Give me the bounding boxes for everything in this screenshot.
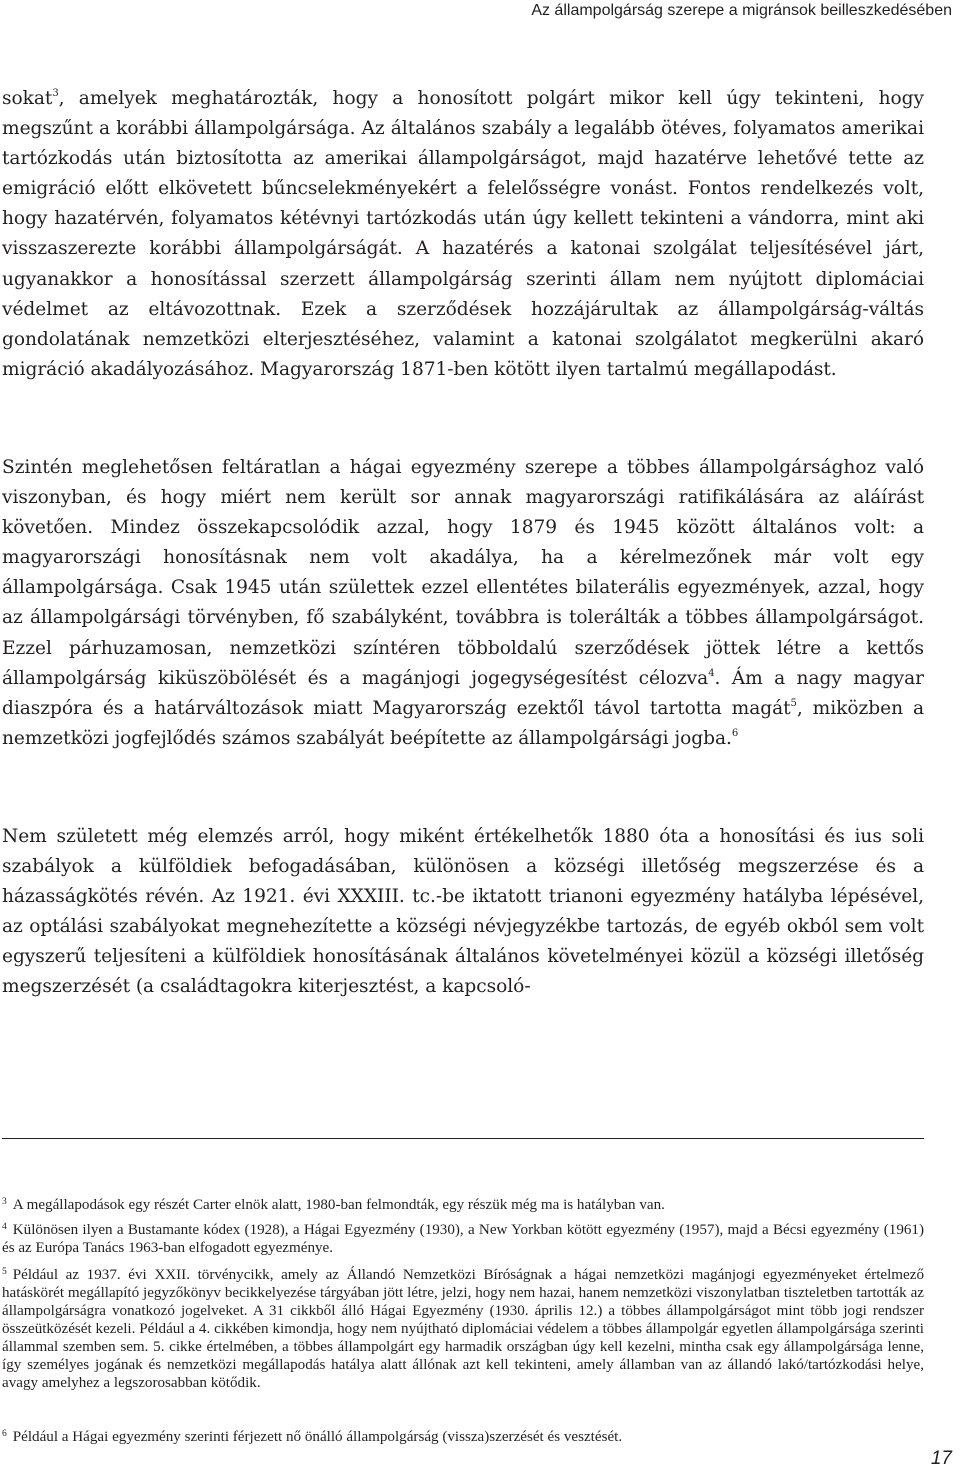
paragraph-text: Nem született még elemzés arról, hogy miként értékelhetők 1880 óta a honosítási és ius soli szabályok a külföldiek befogadásában, különösen a községi illetőség megszerzése és a házasságkötés révén. Az 1921. évi XXXIII. tc.-be iktatott trianoni egyezmény hatályba lépésével, az optálási szabályokat megnehezítette a községi névjegyzékbe tartozás, de egyéb okból sem volt egyszerű teljesíteni a külföldiek honosításának általános követelményei közül a községi illetőség megszerzését (a családtagokra kiterjesztést, a kapcsoló- [2,826,924,998]
footnote-5 [2,1266,924,1392]
footnote-text: Például az 1937. évi XXII. törvénycikk, amely az Állandó Nemzetközi Bíróságnak a hágai nemzetközi magánjogi egyezményeket értelmező hatáskörét megállapító jegyzőkönyv becikkelyezése tárgyában jött létre, jelzi, hogy nem hazai, hanem nemzetközi viszonylatban tiszteletben tartották az állampolgárságra vonatkozó jogelveket. A 31 cikkből álló Hágai Egyezmény (1930. április 12.) a többes állampolgárságot mint több jogi rendszer összeütközését kezeli. Például a 4. cikkében kimondja, hogy nem nyújtható diplomáciai védelem a többes állampolgár egyetlen állampolgársága szerinti állammal szemben sem. 5. cikke értelmében, a többes állampolgárt egy harmadik országban úgy kell kezelni, mintha csak egy állampolgársága lenne, így személyes jogának és nemzetközi megállapodás hatálya alatt állónak azt kell tekinteni, amely államban van az állandó lakó/tartózkodási helye, avagy amelyhez a legszorosabban kötődik. [2,1267,924,1391]
footnote-number: 6 [2,1429,7,1439]
footnote-number: 3 [2,1197,7,1207]
footnote-ref-3[interactable]: 3 [52,88,59,99]
footnote-number: 5 [2,1267,7,1277]
footnote-text: Különösen ilyen a Bustamante kódex (1928), a Hágai Egyezmény (1930), a New Yorkban kötött egyezmény (1957), majd a Bécsi egyezmény (1961) és az Európa Tanács 1963-ban elfogadott egyezménye. [2,1222,924,1256]
footnote-3 [2,1196,924,1214]
paragraph-text: , amelyek meghatározták, hogy a honosított polgárt mikor kell úgy tekinteni, hogy megszűnt a korábbi állampolgársága. Az általános szabály a legalább ötéves, folyamatos amerikai tartózkodás után biztosította az amerikai állampolgárságot, majd hazatérve lehetővé tette az emigráció előtt elkövetett bűncselekményekért a felelősségre vonást. Fontos rendelkezés volt, hogy hazatérvén, folyamatos kétévnyi tartózkodás után úgy kellett tekinteni a vándorra, mint aki visszaszerezte korábbi állampolgárságát. A hazatérés a katonai szolgálat teljesítésével járt, ugyanakkor a honosítással szerzett állampolgárság szerinti állam nem nyújtott diplomáciai védelmet az eltávozottnak. Ezek a szerződések hozzájárultak az állampolgárság-váltás gondolatának nemzetközi elterjesztéséhez, valamint a katonai szolgálatot megkerülni akaró migráció akadályozásához. Magyarország 1871-ben kötött ilyen tartalmú megállapodást. [2,88,924,380]
paragraph-text: . Ám a nagy magyar diaszpóra és a határváltozások miatt Magyarország ezektől távol tartotta magát [2,667,924,719]
paragraph-text: , miközben a nemzetközi jogfejlődés számos szabályát beépítette az állampolgársági jogba. [2,697,925,749]
footnote-ref-5[interactable]: 5 [790,697,797,709]
paragraph-text: sokat [2,88,53,109]
footnote-text: Például a Hágai egyezmény szerinti férjezett nő önálló állampolgárság (vissza)szerzését és vesztését. [12,1429,623,1445]
footnote-separator-rule [2,1138,924,1139]
footnote-number: 4 [2,1222,7,1232]
body-paragraph-1 [2,84,924,385]
paragraph-text: Szintén meglehetősen feltáratlan a hágai egyezmény szerepe a többes állampolgársághoz való viszonyban, és hogy miért nem került sor annak magyarországi ratifikálására az aláírást követően. Mindez összekapcsolódik azzal, hogy 1879 és 1945 között általános volt: a magyarországi honosításnak nem volt akadálya, ha a kérelmezőnek már volt egy állampolgársága. Csak 1945 után születtek ezzel ellentétes bilaterális egyezmények, azzal, hogy az állampolgársági törvényben, fő szabályként, továbbra is tolerálták a többes állampolgárságot. Ezzel párhuzamosan, nemzetközi színtéren többoldalú szerződések jöttek létre a kettős állampolgárság kiküszöbölését és a magánjogi jogegységesítést célozva [2,457,924,689]
footnote-text: A megállapodások egy részét Carter elnök alatt, 1980-ban felmondták, egy részük még ma is hatályban van. [12,1197,665,1213]
body-paragraph-2 [2,453,924,754]
footnote-6 [2,1428,924,1446]
footnote-ref-6[interactable]: 6 [731,727,739,739]
running-header-title: Az állampolgárság szerepe a migránsok beilleszkedésében [531,2,952,19]
page-number: 17 [930,1448,952,1469]
body-paragraph-3 [2,822,924,1003]
footnote-4 [2,1221,924,1257]
footnote-ref-4[interactable]: 4 [708,667,715,679]
